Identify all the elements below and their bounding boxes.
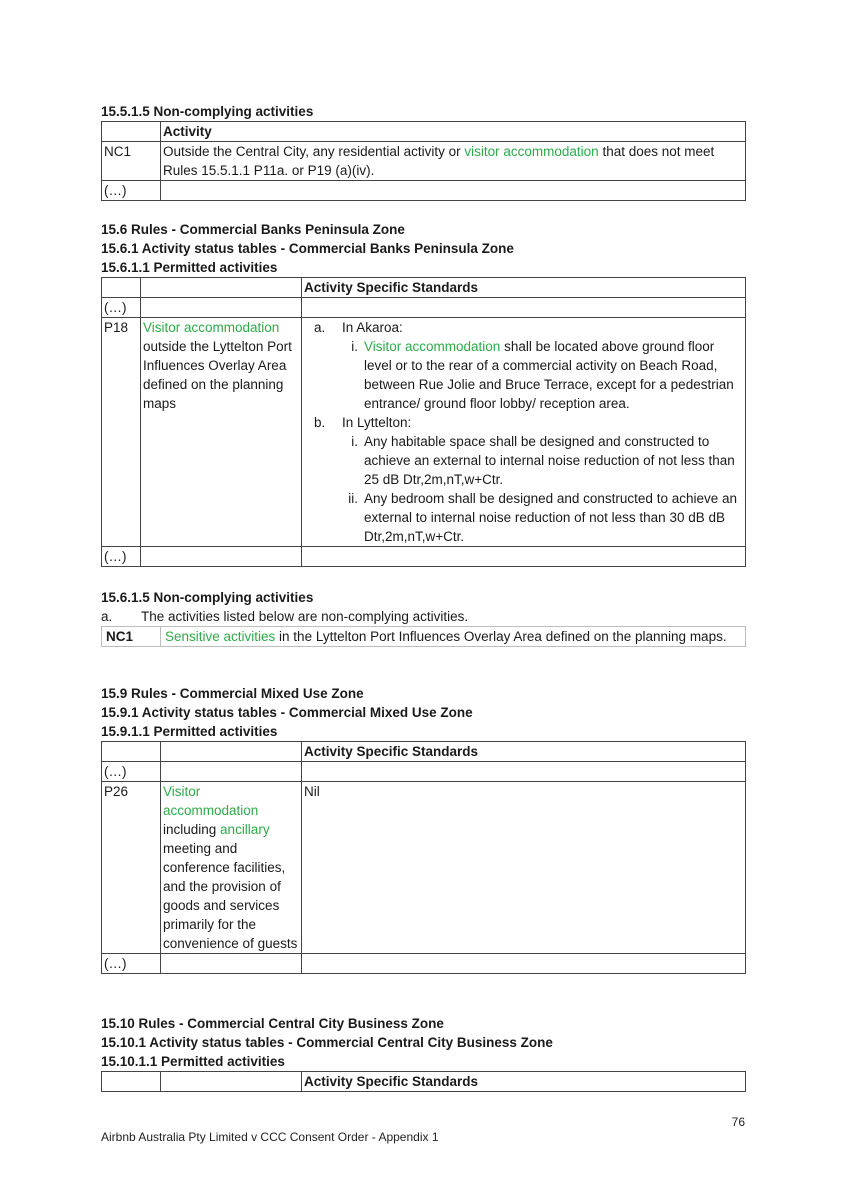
table-row [102,181,746,201]
rule-code: P18 [102,318,141,547]
list-item: i. Visitor accommodation shall be located above ground floor level or to the rear of a commercial activity on Beach Road, between Rue Jolie and Bruce Terrace, except for a pedestrian entrance/ ground floor lobby/ reception area. [351,339,734,411]
section-15-6 [101,220,745,567]
heading-15-6-1: 15.6.1 Activity status tables - Commercial Banks Peninsula Zone [101,241,514,256]
section-15-10 [101,1014,745,1092]
noncomplying-table-15-6 [101,626,746,647]
heading-15-6-1-1: 15.6.1.1 Permitted activities [101,260,278,275]
section-15-9 [101,684,745,974]
table-row [102,298,746,318]
header-activity-specific-standards: Activity Specific Standards [302,1072,746,1092]
activity-standards [302,318,746,547]
rule-code: NC1 [102,142,161,181]
rule-code: (…) [102,181,161,201]
list-item: b. In Lyttelton: [314,415,412,430]
table-row [102,142,746,181]
table-row [102,547,746,567]
header-activity: Activity [161,122,746,142]
intro-list-item: a. The activities listed below are non-complying activities. [101,609,469,624]
heading-15-9-1-1: 15.9.1.1 Permitted activities [101,724,278,739]
table-row [102,782,746,954]
rule-text: Sensitive activities in the Lyttelton Port Influences Overlay Area defined on the planning maps. [161,627,746,647]
heading-15-6: 15.6 Rules - Commercial Banks Peninsula Zone [101,222,405,237]
heading-15-9: 15.9 Rules - Commercial Mixed Use Zone [101,686,364,701]
visitor-accommodation-link[interactable]: visitor accommodation [464,144,599,159]
table-header-row [102,1072,746,1092]
table-row [102,762,746,782]
activity-description: Visitor accommodation outside the Lyttelton Port Influences Overlay Area defined on the planning maps [141,318,302,547]
table-row [102,318,746,547]
heading-15-10-1-1: 15.10.1.1 Permitted activities [101,1054,285,1069]
permitted-table-15-9 [101,741,746,974]
rule-text: Outside the Central City, any residential activity or visitor accommodation that does not meet Rules 15.5.1.1 P11a. or P19 (a)(iv). [161,142,746,181]
page-number: 76 [731,1115,745,1129]
rule-code: (…) [102,298,141,318]
rule-code: P26 [102,782,161,954]
footer-doc-title: Airbnb Australia Pty Limited v CCC Consent Order - Appendix 1 [101,1130,439,1144]
list-item: i. Any habitable space shall be designed and constructed to achieve an external to internal noise reduction of not less than 25 dB Dtr,2m,nT,w+Ctr. [351,434,735,487]
permitted-table-15-6 [101,277,746,567]
header-activity-specific-standards: Activity Specific Standards [302,278,746,298]
noncomplying-table-15-5 [101,121,746,201]
heading-15-6-1-5: 15.6.1.5 Non-complying activities [101,590,314,605]
rule-code: NC1 [102,627,161,647]
visitor-accommodation-link[interactable]: Visitor accommodation [143,320,280,335]
activity-description: Visitor accommodation including ancillary meeting and conference facilities, and the provision of goods and services primarily for the convenience of guests [161,782,302,954]
visitor-accommodation-link[interactable]: Visitor accommodation [364,339,501,354]
rule-code: (…) [102,547,141,567]
rule-code: (…) [102,954,161,974]
table-row [102,627,746,647]
header-activity-specific-standards: Activity Specific Standards [302,742,746,762]
rule-code: (…) [102,762,161,782]
table-header-row [102,278,746,298]
list-item: a. In Akaroa: [314,320,403,335]
heading-15-9-1: 15.9.1 Activity status tables - Commercial Mixed Use Zone [101,705,473,720]
visitor-accommodation-link[interactable]: Visitor accommodation [163,784,259,818]
section-15-6-1-5 [101,588,745,647]
heading-15-5-1-5: 15.5.1.5 Non-complying activities [101,104,314,119]
permitted-table-15-10 [101,1071,746,1092]
sensitive-activities-link[interactable]: Sensitive activities [165,629,276,644]
table-row [102,954,746,974]
heading-15-10: 15.10 Rules - Commercial Central City Business Zone [101,1016,444,1031]
section-15-5-1-5 [101,102,745,201]
list-item: ii. Any bedroom shall be designed and constructed to achieve an external to internal noise reduction of not less than 30 dB dB Dtr,2m,nT,w+Ctr. [348,491,737,544]
table-header-row [102,122,746,142]
activity-standards: Nil [302,782,746,954]
heading-15-10-1: 15.10.1 Activity status tables - Commercial Central City Business Zone [101,1035,553,1050]
table-header-row [102,742,746,762]
ancillary-link[interactable]: ancillary [220,822,270,837]
